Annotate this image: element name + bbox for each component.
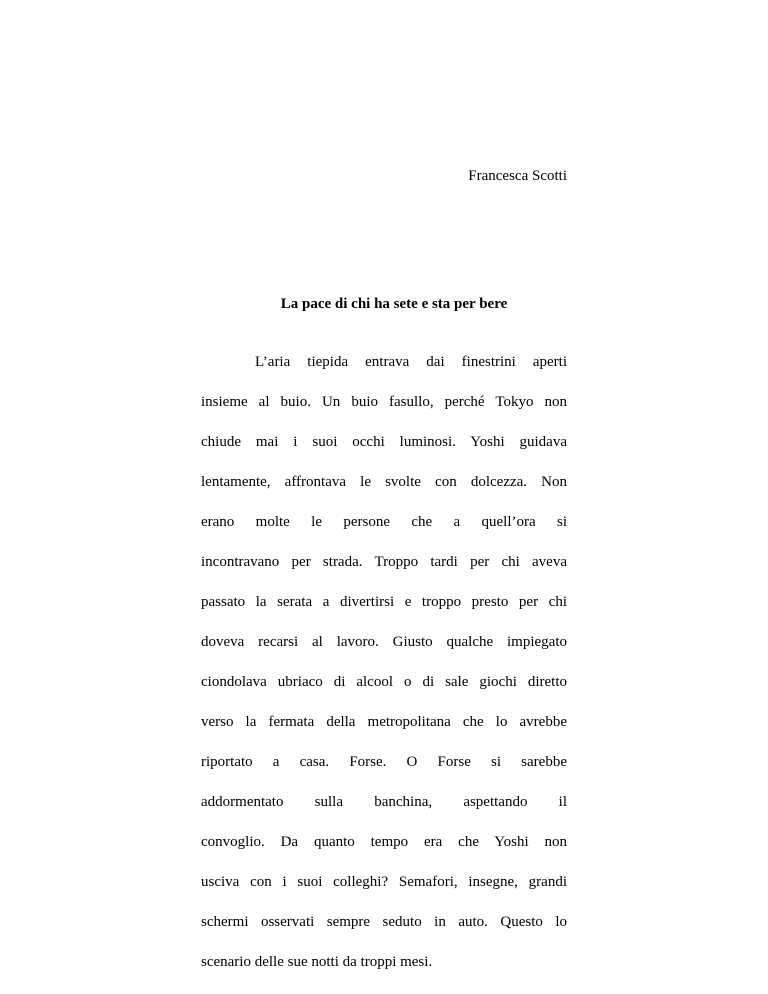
text-line: ciondolava ubriaco di alcool o di sale giochi diretto — [201, 674, 567, 690]
text-line: erano molte le persone che a quell’ora si — [201, 514, 567, 530]
text-line: lentamente, affrontava le svolte con dolcezza. Non — [201, 474, 567, 490]
text-line: schermi osservati sempre seduto in auto. Questo lo — [201, 914, 567, 930]
text-line: passato la serata a divertirsi e troppo presto per chi — [201, 594, 567, 610]
text-line: convoglio. Da quanto tempo era che Yoshi non — [201, 834, 567, 850]
text-line: L’aria tiepida entrava dai finestrini aperti — [255, 354, 567, 370]
text-line: chiude mai i suoi occhi luminosi. Yoshi guidava — [201, 434, 567, 450]
text-line: insieme al buio. Un buio fasullo, perché Tokyo non — [201, 394, 567, 410]
text-line: addormentato sulla banchina, aspettando il — [201, 794, 567, 810]
text-line: verso la fermata della metropolitana che lo avrebbe — [201, 714, 567, 730]
author-name: Francesca Scotti — [468, 168, 567, 184]
text-line: incontravano per strada. Troppo tardi per chi aveva — [201, 554, 567, 570]
story-title: La pace di chi ha sete e sta per bere — [280, 296, 508, 312]
text-line: doveva recarsi al lavoro. Giusto qualche impiegato — [201, 634, 567, 650]
text-line: riportato a casa. Forse. O Forse si sarebbe — [201, 754, 567, 770]
story-body — [201, 342, 567, 982]
text-line: usciva con i suoi colleghi? Semafori, insegne, grandi — [201, 874, 567, 890]
text-line: scenario delle sue notti da troppi mesi. — [201, 954, 433, 970]
